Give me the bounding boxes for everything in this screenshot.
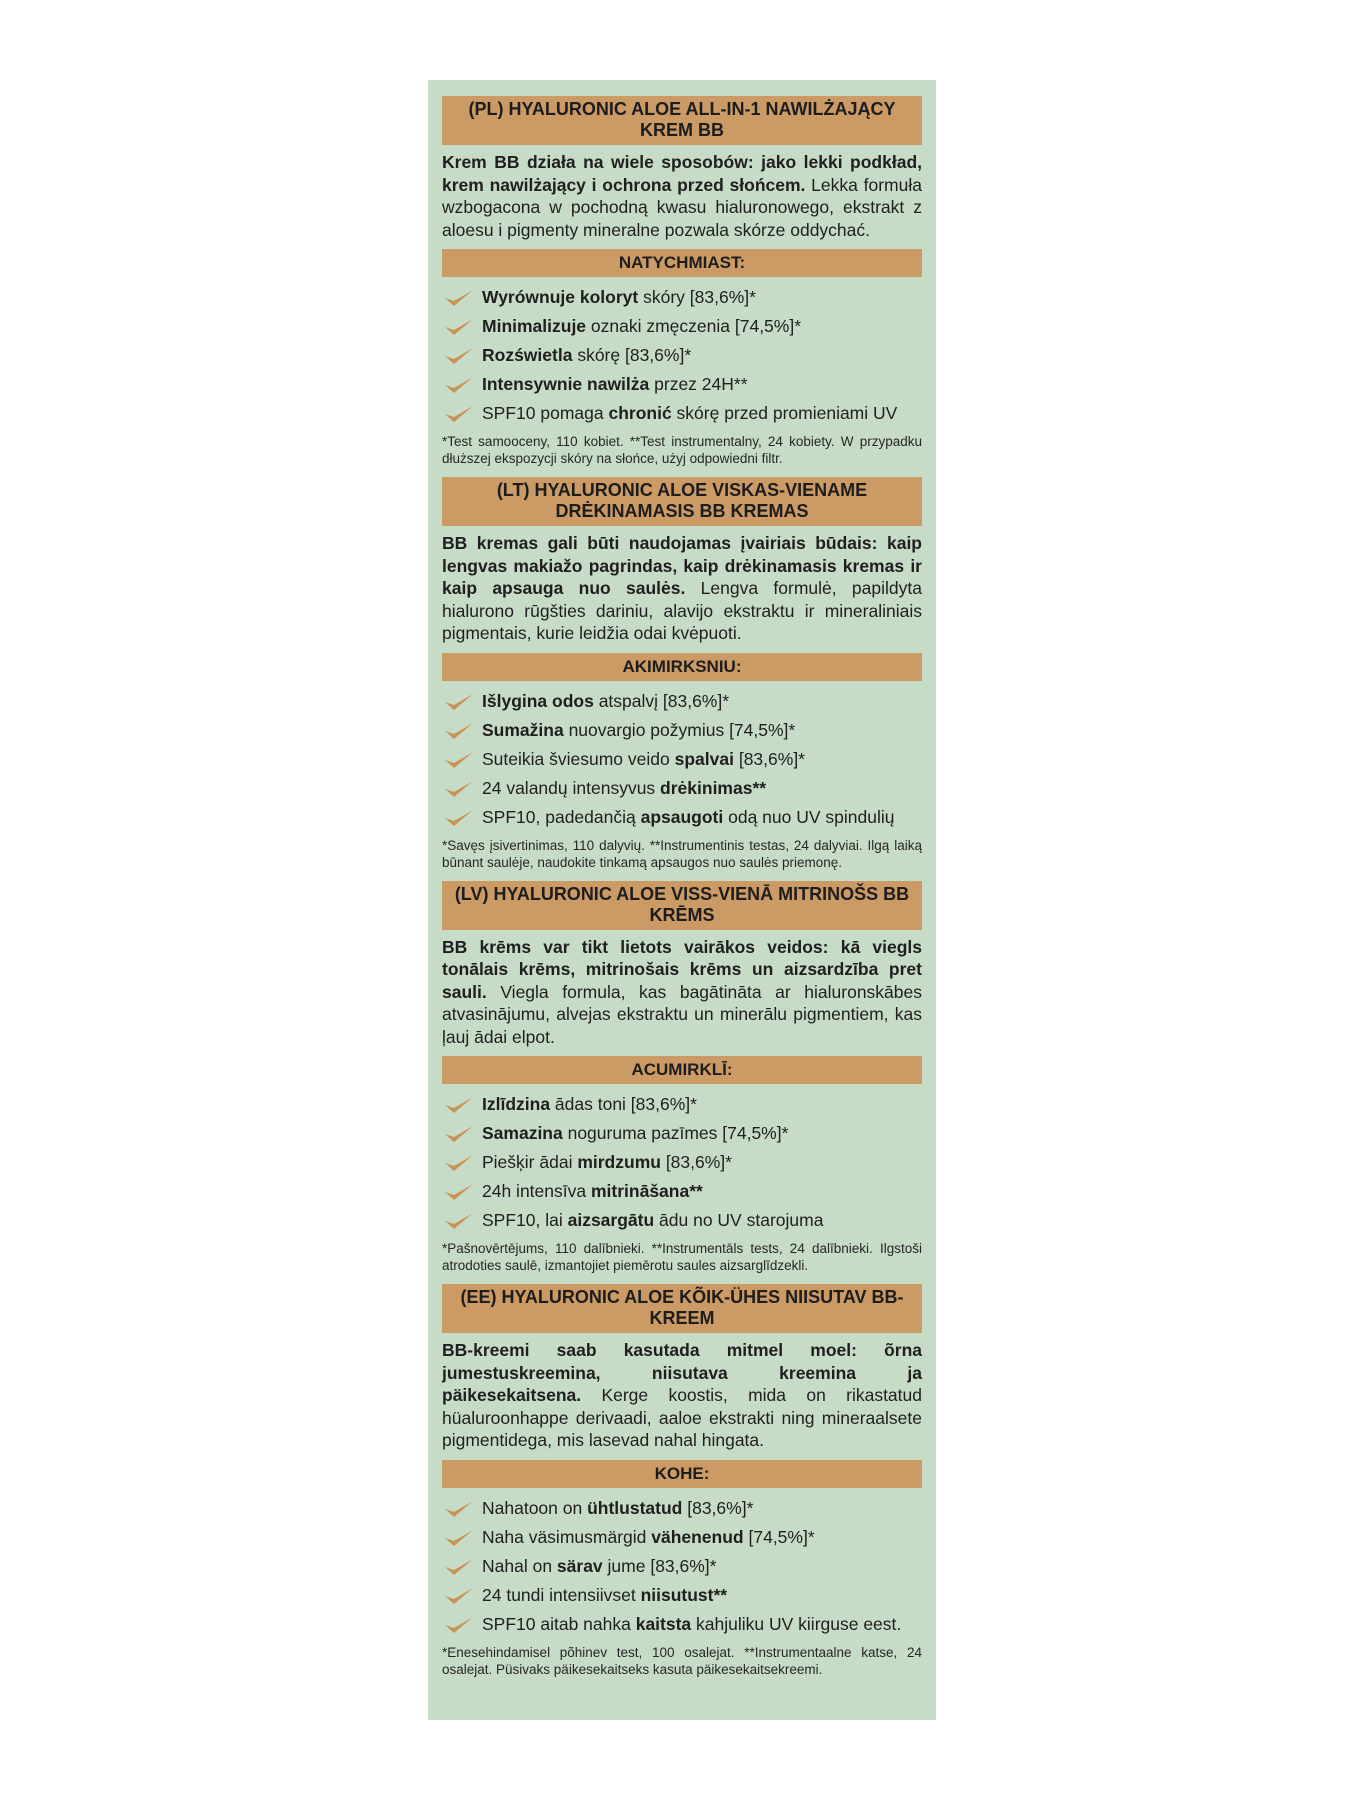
section-ee: [442, 1284, 922, 1678]
section-intro: [442, 1339, 922, 1452]
benefit-item: 24 valandų intensyvus drėkinimas**: [442, 774, 922, 803]
benefit-item: SPF10 pomaga chronić skórę przed promieniami UV: [442, 399, 922, 428]
check-icon: [443, 721, 475, 741]
section-subtitle: NATYCHMIAST:: [442, 249, 922, 277]
benefit-item: Nahatoon on ühtlustatud [83,6%]*: [442, 1494, 922, 1523]
benefit-item: SPF10, lai aizsargātu ādu no UV starojuma: [442, 1206, 922, 1235]
benefit-item: 24h intensīva mitrināšana**: [442, 1177, 922, 1206]
benefit-item: Rozświetla skórę [83,6%]*: [442, 341, 922, 370]
check-icon: [443, 1557, 475, 1577]
footnote: *Pašnovērtējums, 110 dalībnieki. **Instrumentāls tests, 24 dalībnieki. Ilgstoši atrodoties saulē, izmantojiet piemērotu saules aizsarglīdzekli.: [442, 1241, 922, 1273]
benefit-item: Minimalizuje oznaki zmęczenia [74,5%]*: [442, 312, 922, 341]
section-lt: [442, 477, 922, 871]
benefit-item: SPF10 aitab nahka kaitsta kahjuliku UV kiirguse eest.: [442, 1610, 922, 1639]
check-icon: [443, 1182, 475, 1202]
check-icon: [443, 750, 475, 770]
check-icon: [443, 692, 475, 712]
benefit-list: [442, 1090, 922, 1235]
benefit-list: [442, 283, 922, 428]
section-title: (PL) HYALURONIC ALOE ALL-IN-1 NAWILŻAJĄCY KREM BB: [442, 96, 922, 145]
check-icon: [443, 1586, 475, 1606]
footnote: *Enesehindamisel põhinev test, 100 osalejat. **Instrumentaalne katse, 24 osalejat. Püsivaks päikesekaitseks kasuta päikesekaitsekreemi.: [442, 1644, 922, 1677]
section-title: (EE) HYALURONIC ALOE KÕIK-ÜHES NIISUTAV BB-KREEM: [442, 1284, 922, 1333]
section-subtitle: ACUMIRKLĪ:: [442, 1056, 922, 1084]
benefit-item: Samazina noguruma pazīmes [74,5%]*: [442, 1119, 922, 1148]
footnote: *Savęs įsivertinimas, 110 dalyvių. **Instrumentinis testas, 24 dalyviai. Ilgą laiką būnant saulėje, naudokite tinkamą apsaugos nuo saulės priemonę.: [442, 837, 922, 870]
footnote: *Test samooceny, 110 kobiet. **Test instrumentalny, 24 kobiety. W przypadku dłuższej ekspozycji skóry na słońce, użyj odpowiedni filtr.: [442, 434, 922, 466]
section-pl: [442, 96, 922, 467]
benefit-item: Išlygina odos atspalvį [83,6%]*: [442, 687, 922, 716]
intro-rest: Lekka formuła wzbogacona w pochodną kwasu hialuronowego, ekstrakt z aloesu i pigmenty mineralne pozwala skórze oddychać.: [442, 174, 922, 240]
intro-bold: BB kremas gali būti naudojamas įvairiais būdais: kaip lengvas makiažo pagrindas, kaip drėkinamasis kremas ir kaip apsauga nuo saulės.: [442, 533, 922, 598]
intro-bold: Krem BB działa na wiele sposobów: jako lekki podkład, krem nawilżający i ochrona przed słońcem.: [442, 152, 922, 195]
benefit-item: Piešķir ādai mirdzumu [83,6%]*: [442, 1148, 922, 1177]
check-icon: [443, 1499, 475, 1519]
product-label-panel: [428, 80, 936, 1720]
check-icon: [443, 375, 475, 395]
check-icon: [443, 779, 475, 799]
check-icon: [443, 404, 475, 424]
intro-bold: BB krēms var tikt lietots vairākos veidos: kā viegls tonālais krēms, mitrinošais krēms un aizsardzība pret sauli.: [442, 936, 922, 1002]
check-icon: [443, 317, 475, 337]
benefit-item: SPF10, padedančią apsaugoti odą nuo UV spindulių: [442, 803, 922, 832]
check-icon: [443, 1124, 475, 1144]
benefit-item: Sumažina nuovargio požymius [74,5%]*: [442, 716, 922, 745]
intro-rest: Lengva formulė, papildyta hialurono rūgšties dariniu, alavijo ekstraktu ir mineraliniais pigmentais, kurie leidžia odai kvėpuoti.: [442, 578, 922, 643]
section-intro: [442, 532, 922, 645]
section-title: (LT) HYALURONIC ALOE VISKAS-VIENAME DRĖKINAMASIS BB KREMAS: [442, 477, 922, 526]
benefit-item: Naha väsimusmärgid vähenenud [74,5%]*: [442, 1523, 922, 1552]
benefit-item: 24 tundi intensiivset niisutust**: [442, 1581, 922, 1610]
benefit-item: Wyrównuje koloryt skóry [83,6%]*: [442, 283, 922, 312]
benefit-item: Intensywnie nawilża przez 24H**: [442, 370, 922, 399]
check-icon: [443, 1615, 475, 1635]
check-icon: [443, 1095, 475, 1115]
section-intro: [442, 936, 922, 1049]
section-title: (LV) HYALURONIC ALOE VISS-VIENĀ MITRINOŠS BB KRĒMS: [442, 881, 922, 930]
benefit-list: [442, 687, 922, 832]
benefit-item: Suteikia šviesumo veido spalvai [83,6%]*: [442, 745, 922, 774]
benefit-item: Nahal on särav jume [83,6%]*: [442, 1552, 922, 1581]
intro-bold: BB-kreemi saab kasutada mitmel moel: õrna jumestuskreemina, niisutava kreemina ja päikesekaitsena.: [442, 1340, 922, 1405]
section-intro: [442, 151, 922, 241]
check-icon: [443, 808, 475, 828]
benefit-item: Izlīdzina ādas toni [83,6%]*: [442, 1090, 922, 1119]
check-icon: [443, 288, 475, 308]
check-icon: [443, 1211, 475, 1231]
intro-rest: Kerge koostis, mida on rikastatud hüaluroonhappe derivaadi, aaloe ekstrakti ning mineraalsete pigmentidega, mis lasevad nahal hingata.: [442, 1385, 922, 1450]
check-icon: [443, 1153, 475, 1173]
section-lv: [442, 881, 922, 1275]
section-subtitle: AKIMIRKSNIU:: [442, 653, 922, 681]
section-subtitle: KOHE:: [442, 1460, 922, 1488]
benefit-list: [442, 1494, 922, 1639]
check-icon: [443, 346, 475, 366]
check-icon: [443, 1528, 475, 1548]
intro-rest: Viegla formula, kas bagātināta ar hialuronskābes atvasinājumu, alvejas ekstraktu un minerālu pigmentiem, kas ļauj ādai elpot.: [442, 981, 922, 1047]
